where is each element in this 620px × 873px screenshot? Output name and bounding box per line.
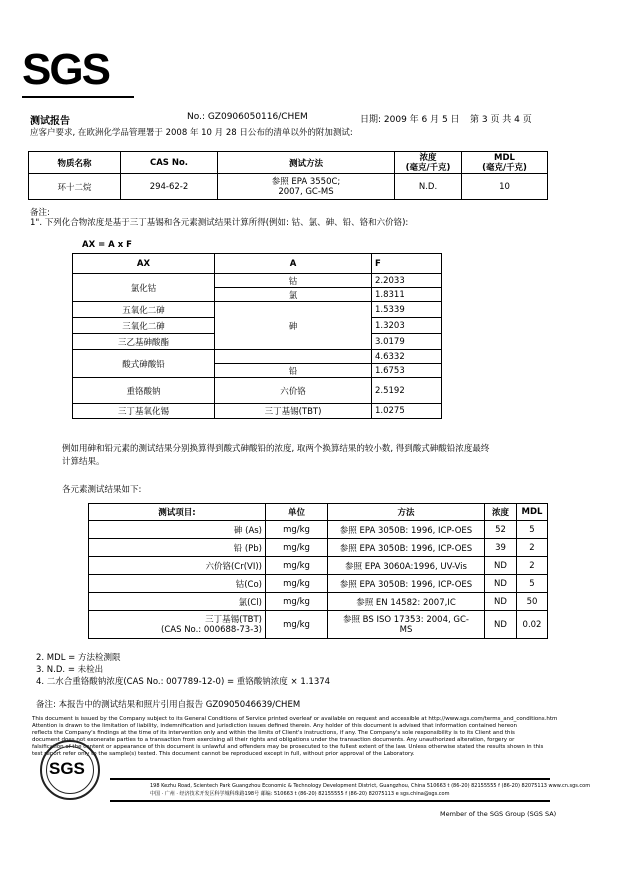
disclaimer-line: reflects the Company's findings at the time of its intervention only and within the limits of Client's instructions, if any. The Company's sole responsibility is to its Client and this: [32, 730, 515, 736]
mdl: 5: [517, 521, 548, 539]
report-title: 测试报告: [30, 116, 70, 127]
disclaimer-line: This document is issued by the Company subject to its General Conditions of Service printed overleaf or available on request and accessible at http://www.sgs.com/terms_and_conditions.htm: [32, 716, 558, 722]
col-header: 测试项目:: [89, 504, 266, 521]
concentration: ND: [485, 611, 517, 639]
concentration: N.D.: [395, 174, 462, 200]
concentration: 52: [485, 521, 517, 539]
test-method: 参照 EPA 3550C; 2007, GC-MS: [218, 174, 395, 200]
factor: 2.2033: [372, 274, 442, 288]
unit: mg/kg: [266, 539, 328, 557]
mdl: 2: [517, 539, 548, 557]
compound: 三丁基氧化锡: [73, 404, 215, 419]
unit: mg/kg: [266, 521, 328, 539]
test-item: 氯(Cl): [89, 593, 266, 611]
disclaimer-line: document does not exonerate parties to a transaction from exercising all their rights and obligations under the transaction documents. Any unauthorized alteration, forgery or: [32, 737, 515, 743]
mdl: 0.02: [517, 611, 548, 639]
address-cn: 中国 · 广州 · 经济技术开发区科学城科珠路198号 邮编: 510663 t (86-20) 82155555 f (86-20) 82075113 e sgs.china@sgs.com: [150, 791, 450, 797]
method: 参照 EPA 3050B: 1996, ICP-OES: [328, 521, 485, 539]
test-item: 钴(Co): [89, 575, 266, 593]
cas-number: 294-62-2: [121, 174, 218, 200]
mdl: 5: [517, 575, 548, 593]
sgs-logo: SGS: [22, 45, 109, 94]
test-item: 六价铬(Cr(VI)): [89, 557, 266, 575]
test-item: 砷 (As): [89, 521, 266, 539]
factor: 1.0275: [372, 404, 442, 419]
concentration: ND: [485, 593, 517, 611]
elements-title: 各元素测试结果如下:: [62, 485, 142, 495]
element: 钴: [215, 274, 372, 288]
disclaimer-line: Attention is drawn to the limitation of liability, indemnification and jurisdiction issues defined therein. Any holder of this document is advised that information contained hereon: [32, 723, 517, 729]
compound: 氯化钴: [73, 274, 215, 302]
disclaimer-line: falsification of the content or appearance of this document is unlawful and offenders may be prosecuted to the fullest extent of the law. Unless otherwise stated the results shown in this: [32, 744, 544, 750]
source-remark: 备注: 本报告中的测试结果和照片引用自报告 GZ0905046639/CHEM: [36, 700, 301, 710]
col-header: A: [215, 254, 372, 274]
col-header: CAS No.: [121, 152, 218, 174]
method: 参照 EN 14582: 2007,IC: [328, 593, 485, 611]
address-bar: [110, 778, 550, 802]
factor: 3.0179: [372, 334, 442, 350]
method: 参照 EPA 3060A:1996, UV-Vis: [328, 557, 485, 575]
page-indicator: 第 3 页 共 4 页: [470, 115, 532, 125]
element-results-table: [88, 503, 548, 639]
mdl: 2: [517, 557, 548, 575]
concentration: 39: [485, 539, 517, 557]
report-date: 日期: 2009 年 6 月 5 日: [360, 115, 460, 125]
logo-underline: [22, 96, 134, 98]
conversion-factor-table: [72, 253, 442, 419]
col-header: AX: [73, 254, 215, 274]
formula: AX = A x F: [82, 240, 132, 250]
intro-text: 应客户要求, 在欧洲化学品管理署于 2008 年 10 月 28 日公布的清单以外的附加测试:: [30, 128, 353, 138]
method: 参照 EPA 3050B: 1996, ICP-OES: [328, 539, 485, 557]
col-header: 浓度: [485, 504, 517, 521]
compound: 重铬酸钠: [73, 378, 215, 404]
factor: 1.6753: [372, 364, 442, 378]
unit: mg/kg: [266, 557, 328, 575]
test-item: 三丁基锡(TBT) (CAS No.: 000688-73-3): [89, 611, 266, 639]
note-1: 1". 下列化合物浓度是基于三丁基锡和各元素测试结果计算所得(例如: 钴、氯、砷、铅、铬和六价铬):: [30, 218, 409, 228]
col-header: 单位: [266, 504, 328, 521]
element: 砷: [215, 302, 372, 350]
col-header: 方法: [328, 504, 485, 521]
concentration: ND: [485, 557, 517, 575]
unit: mg/kg: [266, 593, 328, 611]
test-item: 铅 (Pb): [89, 539, 266, 557]
factor: 1.8311: [372, 288, 442, 302]
calculation-paragraph: 例如用砷和铅元素的测试结果分别换算得到酸式砷酸铅的浓度, 取两个换算结果的较小数, 得到酸式砷酸铅浓度最终 计算结果。: [62, 444, 490, 467]
disclaimer-line: test report refer only to the sample(s) tested. This document cannot be reproduced except in full, without prior approval of the Laboratory.: [32, 751, 415, 757]
col-header: 测试方法: [218, 152, 395, 174]
method: 参照 EPA 3050B: 1996, ICP-OES: [328, 575, 485, 593]
method: 参照 BS ISO 17353: 2004, GC- MS: [328, 611, 485, 639]
factor: 1.5339: [372, 302, 442, 318]
col-header: 物质名称: [29, 152, 121, 174]
seal-text: SGS: [49, 759, 85, 778]
factor: 2.5192: [372, 378, 442, 404]
note-3: 3. N.D. = 未检出: [36, 665, 104, 675]
factor: 4.6332: [372, 350, 442, 364]
member-line: Member of the SGS Group (SGS SA): [440, 810, 557, 818]
note-2: 2. MDL = 方法检测限: [36, 653, 121, 663]
report-number: No.: GZ0906050116/CHEM: [187, 112, 308, 122]
element: 三丁基锡(TBT): [215, 404, 372, 419]
mdl: 10: [462, 174, 548, 200]
col-header: MDL: [517, 504, 548, 521]
concentration: ND: [485, 575, 517, 593]
compound: 酸式砷酸铅: [73, 350, 215, 378]
col-header: 浓度 (毫克/千克): [395, 152, 462, 174]
unit: mg/kg: [266, 575, 328, 593]
substance-name: 环十二烷: [29, 174, 121, 200]
compound: 三氧化二砷: [73, 318, 215, 334]
col-header: MDL (毫克/千克): [462, 152, 548, 174]
address-en: 198 Kezhu Road, Scientech Park Guangzhou Economic & Technology Development District, Guangzhou, China 510663 t (86-20) 82155555 f (86-20) 82075113 www.cn.sgs.com: [150, 783, 591, 789]
col-header: F: [372, 254, 442, 274]
element: 六价铬: [215, 378, 372, 404]
mdl: 50: [517, 593, 548, 611]
element: 铅: [215, 364, 372, 378]
note-4: 4. 二水合重铬酸钠浓度(CAS No.: 007789-12-0) = 重铬酸钠浓度 × 1.1374: [36, 677, 331, 687]
compound: 三乙基砷酸酯: [73, 334, 215, 350]
unit: mg/kg: [266, 611, 328, 639]
notes-label: 备注:: [30, 208, 50, 218]
factor: 1.3203: [372, 318, 442, 334]
cyclododecane-table: [28, 151, 548, 200]
element: [215, 350, 372, 364]
terms-disclaimer: [32, 716, 588, 758]
element: 氯: [215, 288, 372, 302]
compound: 五氧化二砷: [73, 302, 215, 318]
